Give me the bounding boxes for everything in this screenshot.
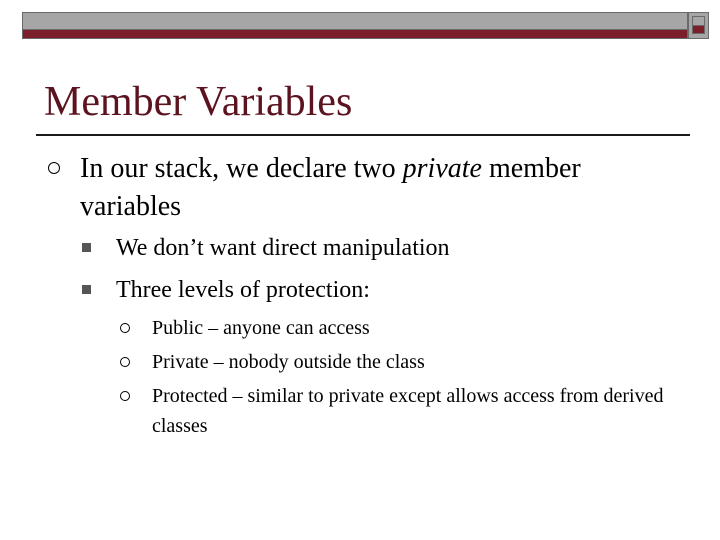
bullet-level3-item: Protected – similar to private except allows access from derived classes [152,385,664,437]
hollow-circle-bullet-icon [120,323,130,333]
bullet-level2-item: We don’t want direct manipulation [116,235,450,261]
bullet-level1-text-pre: In our stack, we declare two [80,153,403,184]
hollow-circle-bullet-icon [120,391,130,401]
title-divider [36,134,690,136]
hollow-circle-bullet-icon [120,357,130,367]
bullet-level1 [80,150,680,226]
square-bullet-icon [82,285,91,294]
bullet-level1-text-emphasis: private [402,153,482,184]
header-decoration-bar [22,12,688,39]
bullet-level3-item: Private – nobody outside the class [152,351,425,373]
bullet-level1-text-post: member variables [80,153,581,222]
header-corner-square [688,12,709,39]
header-grey-band [23,13,687,30]
hollow-circle-bullet-icon [48,162,60,174]
header-corner-square-inner [692,16,705,34]
slide-title: Member Variables [44,79,353,125]
bullet-level2-item: Three levels of protection: [116,277,370,303]
bullet-level3-item: Public – anyone can access [152,317,370,339]
square-bullet-icon [82,243,91,252]
